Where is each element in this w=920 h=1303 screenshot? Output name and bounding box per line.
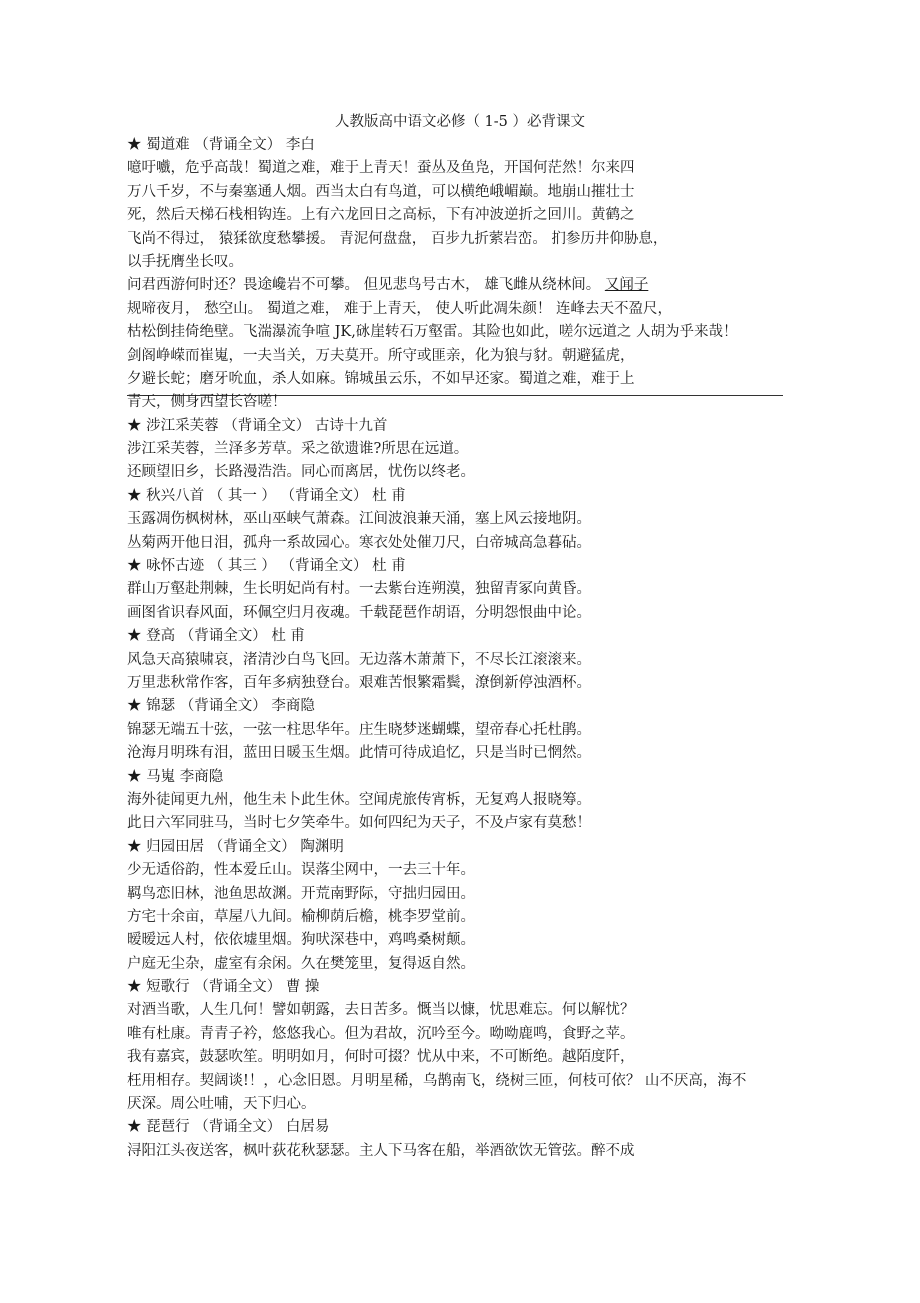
text-line xyxy=(127,602,787,625)
text-line xyxy=(127,883,787,906)
text-line-content: 噫吁嚱，危乎高哉！蜀道之难，难于上青天！蚕丛及鱼凫，开国何茫然！尔来四 xyxy=(127,160,635,177)
text-line xyxy=(127,251,787,274)
text-line-content: 飞尚不得过， 猿猱欲度愁攀援。 青泥何盘盘， 百步九折萦岩峦。 扪参历井仰胁息， xyxy=(127,230,668,247)
poem-heading xyxy=(127,836,787,859)
text-line xyxy=(127,789,787,812)
text-line-content: 万里悲秋常作客，百年多病独登台。艰难苦恨繁霜鬓，潦倒新停浊酒杯。 xyxy=(127,674,591,691)
text-line xyxy=(127,649,787,672)
text-line-content: 丛菊两开他日泪，孤舟一系故园心。寒衣处处催刀尺，白帝城高急暮砧。 xyxy=(127,534,591,551)
text-line xyxy=(127,321,787,344)
text-line-content: 问君西游何时还？畏途巉岩不可攀。 但见悲鸟号古木， 雄飞雌从绕林间。 xyxy=(127,277,605,294)
text-line xyxy=(127,461,787,484)
text-line xyxy=(127,345,787,368)
text-line-content: 群山万壑赴荆棘，生长明妃尚有村。一去紫台连朔漠，独留青冢向黄昏。 xyxy=(127,581,591,598)
text-line-content: 少无适俗韵，性本爱丘山。误落尘网中，一去三十年。 xyxy=(127,862,475,879)
underlined-text: 又闻子 xyxy=(604,277,649,294)
text-line-content: 以手抚膺坐长叹。 xyxy=(127,253,243,270)
text-line xyxy=(127,578,787,601)
text-line xyxy=(127,391,787,414)
poem-heading xyxy=(127,625,787,648)
poem-heading xyxy=(127,695,787,718)
text-line-content: 玉露凋伤枫树林，巫山巫峡气萧森。江间波浪兼天涌，塞上风云接地阴。 xyxy=(127,511,591,528)
poem-heading xyxy=(127,485,787,508)
text-line xyxy=(127,228,787,251)
text-line xyxy=(127,1046,787,1069)
poem-heading xyxy=(127,976,787,999)
text-line-content: 涉江采芙蓉，兰泽多芳草。采之欲遗谁?所思在远道。 xyxy=(127,441,469,458)
poem-heading-text: ★ 马嵬 李商隐 xyxy=(127,768,224,785)
text-line xyxy=(127,1140,787,1163)
text-line-content: 万八千岁，不与秦塞通人烟。西当太白有鸟道，可以横绝峨嵋巅。地崩山摧壮士 xyxy=(127,183,635,200)
text-line-content: 唯有杜康。青青子衿，悠悠我心。但为君故，沉吟至今。呦呦鹿鸣，食野之苹。 xyxy=(127,1025,635,1042)
poem-heading xyxy=(127,1116,787,1139)
text-line-content: 剑阁峥嵘而崔嵬，一夫当关，万夫莫开。所守或匪亲，化为狼与豺。朝避猛虎， xyxy=(127,347,635,364)
text-line-content: 羁鸟恋旧林，池鱼思故渊。开荒南野际，守拙归园田。 xyxy=(127,885,475,902)
text-line xyxy=(127,1093,787,1116)
text-line xyxy=(127,906,787,929)
text-line-content: 枉用相存。契阔谈!！，心念旧恩。月明星稀，乌鹊南飞，绕树三匝，何枝可依？ 山不厌高，海不 xyxy=(127,1072,747,1089)
text-line xyxy=(127,1023,787,1046)
text-line xyxy=(127,274,787,297)
poem-heading-text: ★ 蜀道难 （背诵全文） 李白 xyxy=(127,137,315,153)
poem-heading xyxy=(127,555,787,578)
text-line xyxy=(127,181,787,204)
text-line xyxy=(127,157,787,180)
text-line-content: 海外徒闻更九州，他生未卜此生休。空闻虎旅传宵柝，无复鸡人报晓筹。 xyxy=(127,791,591,808)
text-line xyxy=(127,742,787,765)
text-line-content: 还顾望旧乡，长路漫浩浩。同心而离居，忧伤以终老。 xyxy=(127,464,475,481)
text-line-content: 沧海月明珠有泪，蓝田日暖玉生烟。此情可待成追忆，只是当时已惘然。 xyxy=(127,745,591,762)
text-line-content: 青天，侧身西望长咨嗟！ xyxy=(127,394,287,411)
text-line xyxy=(127,719,787,742)
text-line-content: 夕避长蛇；磨牙吮血，杀人如麻。锦城虽云乐，不如早还家。蜀道之难，难于上 xyxy=(127,370,635,387)
text-line-content: 画图省识春风面，环佩空归月夜魂。千载琵琶作胡语，分明怨恨曲中论。 xyxy=(127,604,591,621)
text-line xyxy=(127,1070,787,1093)
text-line-content: 此日六军同驻马，当时七夕笑牵牛。如何四纪为天子，不及卢家有莫愁！ xyxy=(127,815,591,832)
document-body xyxy=(127,134,787,1163)
text-line-content: 对酒当歌，人生几何！譬如朝露，去日苦多。慨当以慷，忧思难忘。何以解忧？ xyxy=(127,1002,635,1019)
text-line-content: 方宅十余亩，草屋八九间。榆柳荫后檐，桃李罗堂前。 xyxy=(127,908,475,925)
text-line xyxy=(127,298,787,321)
document-title: 人教版高中语文必修（ 1-5 ）必背课文 xyxy=(334,114,586,130)
text-line xyxy=(127,929,787,952)
poem-heading-text: ★ 登高 （背诵全文） 杜 甫 xyxy=(127,628,305,645)
text-line xyxy=(127,812,787,835)
text-line xyxy=(127,204,787,227)
poem-heading-text: ★ 涉江采芙蓉 （背诵全文） 古诗十九首 xyxy=(127,417,388,434)
text-line xyxy=(127,953,787,976)
poem-heading xyxy=(127,766,787,789)
text-line xyxy=(127,508,787,531)
poem-heading-text: ★ 锦瑟 （背诵全文） 李商隐 xyxy=(127,698,315,715)
poem-heading xyxy=(127,415,787,438)
text-line-content: 枯松倒挂倚绝壁。飞湍瀑流争喧 JK,砯崖转石万壑雷。其险也如此，嗟尔远道之 人胡为乎来哉！ xyxy=(127,324,738,341)
text-line-content: 规啼夜月， 愁空山。 蜀道之难， 难于上青天， 使人听此凋朱颜！ 连峰去天不盈尺， xyxy=(127,300,673,317)
text-line-content: 浔阳江头夜送客，枫叶荻花秋瑟瑟。主人下马客在船，举酒欲饮无管弦。醉不成 xyxy=(127,1142,635,1159)
text-line-content: 死，然后天梯石栈相钩连。上有六龙回日之高标，下有冲波逆折之回川。黄鹤之 xyxy=(127,207,635,224)
poem-heading-text: ★ 短歌行 （背诵全文） 曹 操 xyxy=(127,979,320,996)
text-line xyxy=(127,672,787,695)
poem-heading-text: ★ 归园田居 （背诵全文） 陶渊明 xyxy=(127,838,344,855)
text-line xyxy=(127,859,787,882)
text-line xyxy=(127,368,787,391)
poem-heading-text: ★ 咏怀古迹 （ 其三 ） （背诵全文） 杜 甫 xyxy=(127,558,406,575)
text-line xyxy=(127,532,787,555)
poem-heading xyxy=(127,134,787,157)
text-line xyxy=(127,438,787,461)
text-line xyxy=(127,999,787,1022)
text-line-content: 暧暧远人村，依依墟里烟。狗吠深巷中，鸡鸣桑树颠。 xyxy=(127,932,475,949)
poem-heading-text: ★ 秋兴八首 （ 其一 ） （背诵全文） 杜 甫 xyxy=(127,487,406,504)
text-line-content: 我有嘉宾，鼓瑟吹笙。明明如月，何时可掇？忧从中来，不可断绝。越陌度阡， xyxy=(127,1049,635,1066)
text-line-content: 风急天高猿啸哀，渚清沙白鸟飞回。无边落木萧萧下，不尽长江滚滚来。 xyxy=(127,651,591,668)
text-line-content: 厌深。周公吐哺，天下归心。 xyxy=(127,1096,316,1113)
text-line-content: 户庭无尘杂，虚室有余闲。久在樊笼里，复得返自然。 xyxy=(127,955,475,972)
poem-heading-text: ★ 琵琶行 （背诵全文） 白居易 xyxy=(127,1119,330,1136)
text-line-content: 锦瑟无端五十弦，一弦一柱思华年。庄生晓梦迷蝴蝶，望帝春心托杜鹃。 xyxy=(127,721,591,738)
